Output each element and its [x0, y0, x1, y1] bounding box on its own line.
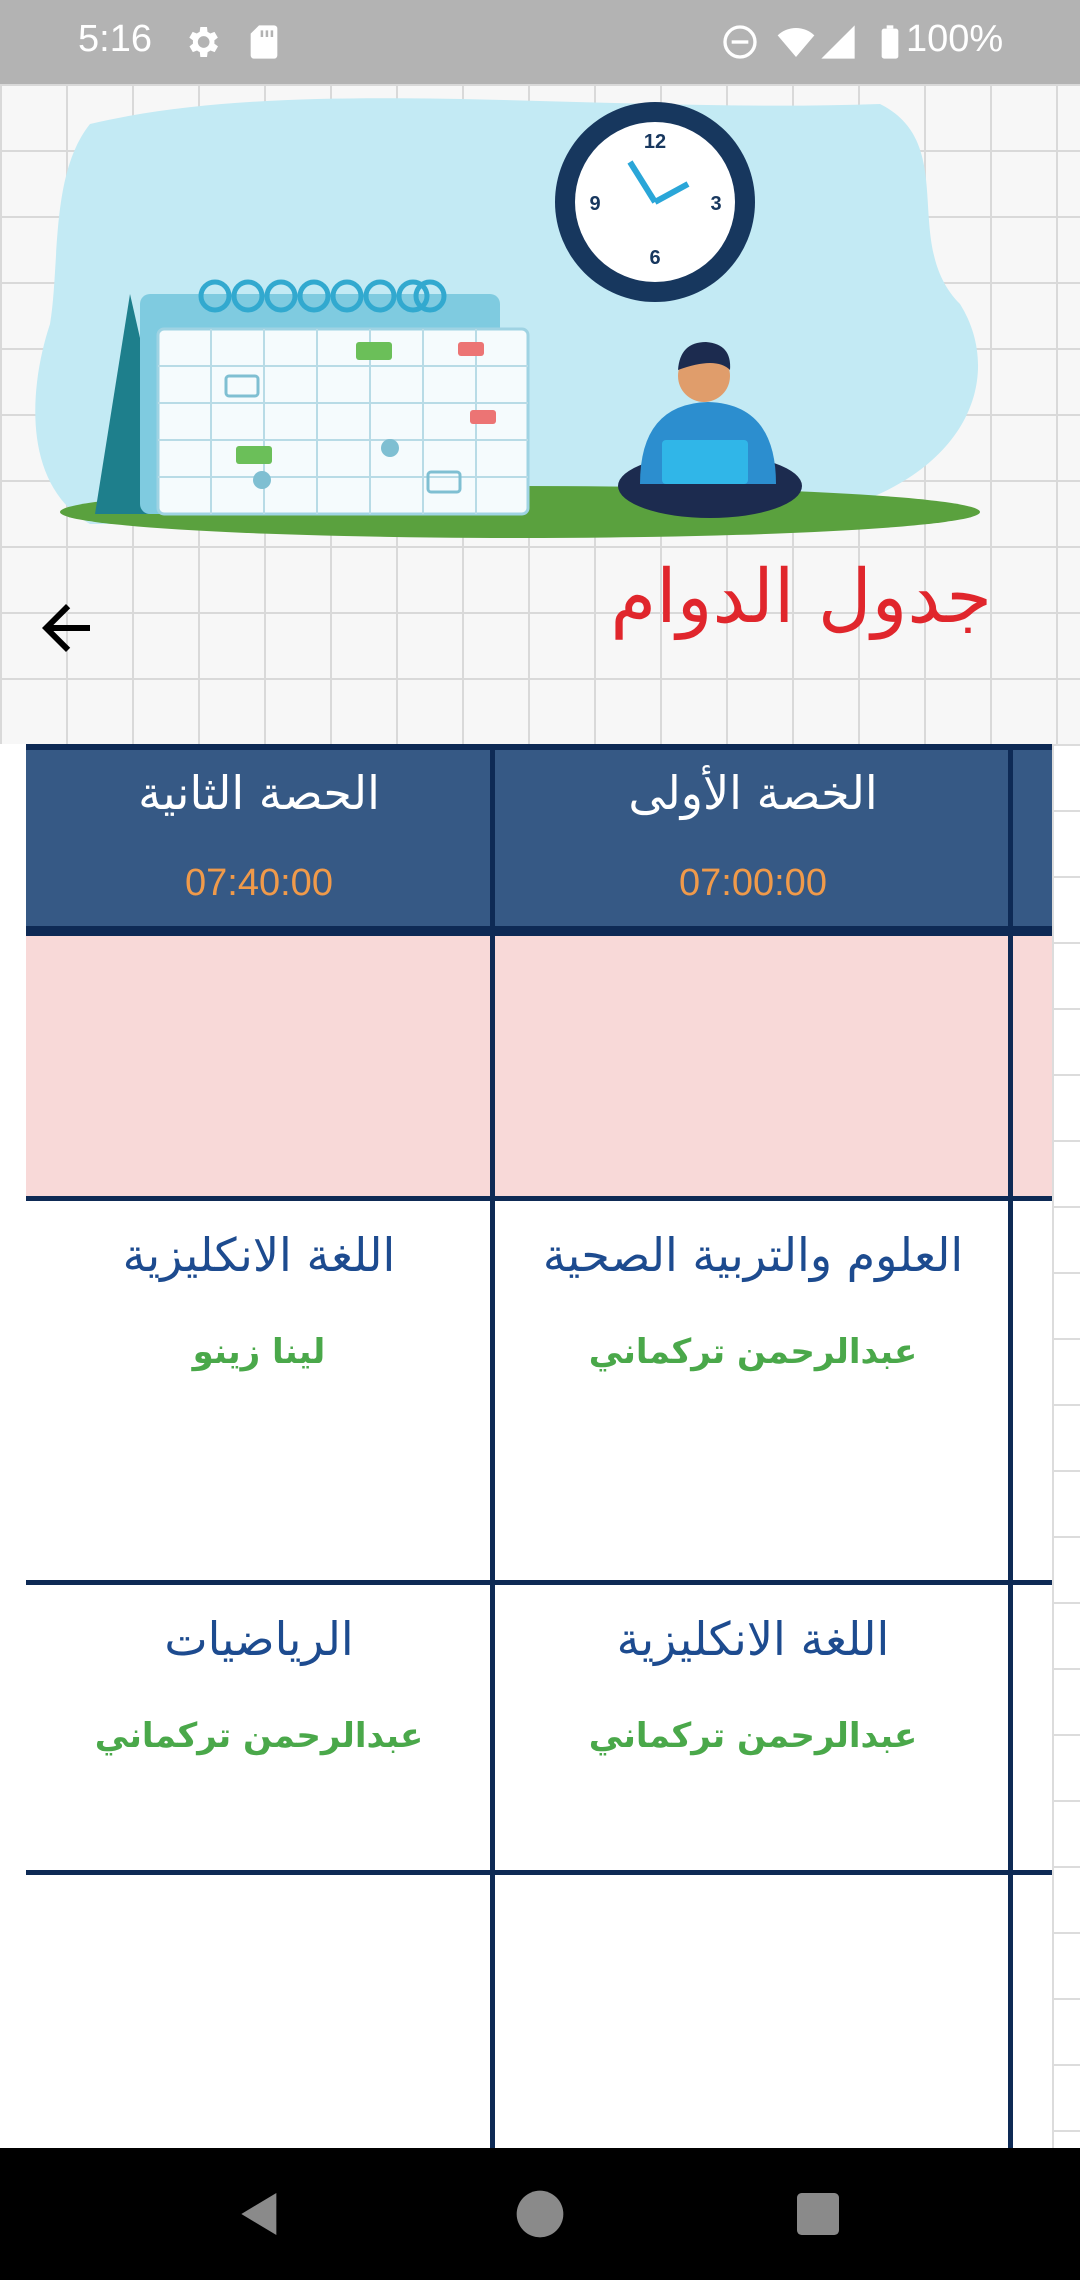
row-divider [26, 1580, 1052, 1585]
battery-percent: 100% [906, 18, 1004, 60]
cell-signal-icon [818, 22, 858, 62]
cell-subject: اللغة الانكليزية [616, 1612, 890, 1666]
status-bar [0, 0, 1080, 84]
row-divider [26, 1870, 1052, 1875]
column-title: الحصة الثانية [138, 766, 380, 820]
column-time: 07:40:00 [185, 862, 333, 904]
cell-teacher: لينا زينو [192, 1332, 326, 1372]
table-cell[interactable] [26, 936, 492, 1200]
cell-teacher: عبدالرحمن تركماني [94, 1716, 424, 1756]
do-not-disturb-icon [720, 22, 760, 62]
svg-text:12: 12 [643, 131, 667, 153]
cell-subject: الرياضيات [164, 1612, 354, 1666]
settings-icon [182, 22, 222, 62]
cell-teacher: عبدالرحمن تركماني [588, 1716, 918, 1756]
page-title: جدول الدوام [610, 554, 992, 640]
schedule-illustration [0, 84, 1080, 564]
cell-teacher: عبدالرحمن تركماني [588, 1332, 918, 1372]
table-cell[interactable] [26, 1584, 492, 1874]
svg-text:3: 3 [710, 193, 722, 215]
schedule-table[interactable] [26, 744, 1052, 2148]
back-triangle-icon[interactable] [232, 2186, 288, 2242]
arrow-left-icon[interactable] [30, 592, 102, 664]
table-cell[interactable] [26, 1200, 492, 1580]
column-divider [1008, 744, 1013, 2148]
column-header-period-1 [496, 750, 1010, 926]
column-title: الخصة الأولى [628, 766, 878, 820]
column-divider [490, 744, 495, 2148]
svg-text:6: 6 [649, 247, 661, 269]
row-divider [26, 1196, 1052, 1201]
table-cell[interactable] [496, 936, 1010, 1200]
home-circle-icon[interactable] [512, 2186, 568, 2242]
table-right-margin [1052, 744, 1080, 2148]
battery-icon [870, 22, 910, 62]
column-header-period-2 [26, 750, 492, 926]
table-cell[interactable] [496, 1584, 1010, 1874]
sd-card-icon [244, 22, 284, 62]
table-header [26, 744, 1052, 936]
cell-subject: العلوم والتربية الصحية [542, 1228, 964, 1282]
cell-subject: اللغة الانكليزية [122, 1228, 396, 1282]
navigation-bar [0, 2148, 1080, 2280]
table-left-margin [0, 744, 26, 2148]
svg-text:9: 9 [589, 193, 601, 215]
status-time: 5:16 [78, 18, 152, 60]
table-cell[interactable] [496, 1200, 1010, 1580]
wifi-icon [776, 22, 816, 62]
column-time: 07:00:00 [679, 862, 827, 904]
header-banner [0, 84, 1080, 744]
recents-square-icon[interactable] [790, 2186, 846, 2242]
